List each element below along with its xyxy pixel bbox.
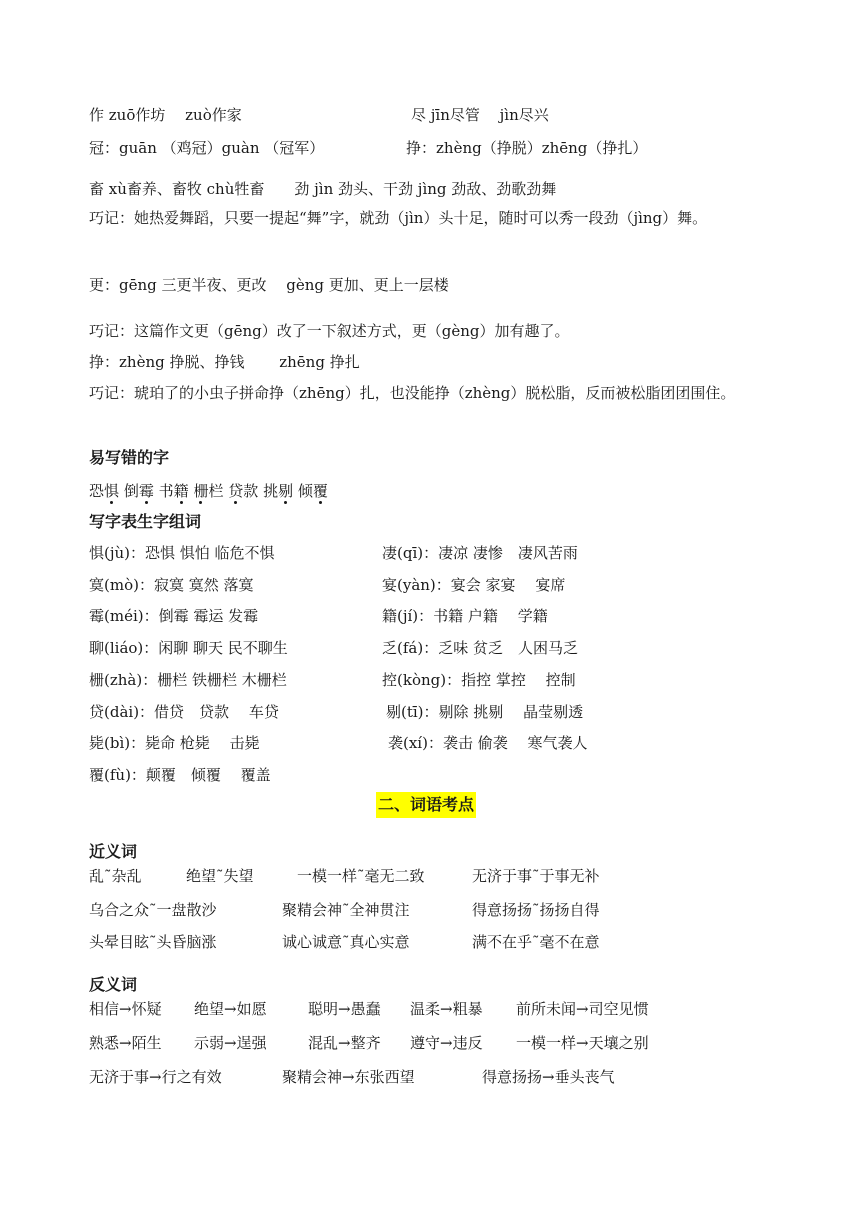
syn-2-2: 满不在乎˜毫不在意 xyxy=(472,933,600,951)
char-row-6b: 袭(xí)：袭击 偷袭 寒气袭人 xyxy=(388,734,588,752)
word-0: 恐惧 xyxy=(89,482,120,500)
polyphone-line-1b: 尽 jīn尽管 jìn尽兴 xyxy=(411,106,549,124)
syn-1-2: 得意扬扬˜扬扬自得 xyxy=(472,901,600,919)
ant-2-2: 得意扬扬→垂头丧气 xyxy=(482,1068,615,1086)
mnemonic-geng: 巧记：这篇作文更（gēng）改了一下叙述方式，更（gèng）加有趣了。 xyxy=(89,322,570,340)
error-prone-words xyxy=(89,481,328,501)
ant-0-3: 温柔→粗暴 xyxy=(410,1000,483,1018)
emphasis-char: 覆 xyxy=(312,482,328,500)
mnemonic-jin: 巧记：她热爱舞蹈，只要一提起“舞”字，就劲（jìn）头十足，随时可以秀一段劲（jìng）舞。 xyxy=(89,209,708,227)
syn-0-2: 一模一样˜毫无二致 xyxy=(297,867,425,885)
syn-0-0: 乱˜杂乱 xyxy=(89,867,142,885)
ant-1-1: 示弱→逞强 xyxy=(194,1034,267,1052)
char-row-5b: 剔(tī)：剔除 挑剔 晶莹剔透 xyxy=(386,703,584,721)
polyphone-line-3: 畜 xù畜养、畜牧 chù牲畜 劲 jìn 劲头、干劲 jìng 劲敌、劲歌劲舞 xyxy=(89,180,557,198)
char-row-4a: 栅(zhà)：栅栏 铁栅栏 木栅栏 xyxy=(89,671,287,689)
char-row-0a: 惧(jù)：恐惧 惧怕 临危不惧 xyxy=(89,544,275,562)
emphasis-char: 霉 xyxy=(138,482,154,500)
ant-2-0: 无济于事→行之有效 xyxy=(89,1068,222,1086)
emphasis-char: 籍 xyxy=(173,482,189,500)
syn-0-3: 无济于事˜于事无补 xyxy=(472,867,600,885)
word-2: 书籍 xyxy=(158,482,189,500)
emphasis-char: 惧 xyxy=(104,482,120,500)
ant-1-4: 一模一样→天壤之别 xyxy=(516,1034,649,1052)
ant-2-1: 聚精会神→东张西望 xyxy=(282,1068,415,1086)
word-6: 倾覆 xyxy=(297,482,328,500)
heading-error-prone: 易写错的字 xyxy=(89,448,170,467)
char-row-1b: 宴(yàn)：宴会 家宴 宴席 xyxy=(382,576,566,594)
char-row-1a: 寞(mò)：寂寞 寞然 落寞 xyxy=(89,576,254,594)
ant-0-0: 相信→怀疑 xyxy=(89,1000,162,1018)
word-1: 倒霉 xyxy=(123,482,154,500)
syn-1-0: 乌合之众˜一盘散沙 xyxy=(89,901,217,919)
polyphone-line-zheng: 挣：zhèng 挣脱、挣钱 zhēng 挣扎 xyxy=(89,353,360,371)
emphasis-char: 贷 xyxy=(228,482,244,500)
ant-1-0: 熟悉→陌生 xyxy=(89,1034,162,1052)
ant-1-2: 混乱→整齐 xyxy=(308,1034,381,1052)
char-row-0b: 凄(qī)：凄凉 凄惨 凄风苦雨 xyxy=(382,544,578,562)
heading-char-words: 写字表生字组词 xyxy=(89,512,202,531)
char-row-2a: 霉(méi)：倒霉 霉运 发霉 xyxy=(89,607,259,625)
ant-0-4: 前所未闻→司空见惯 xyxy=(516,1000,649,1018)
ant-1-3: 遵守→违反 xyxy=(410,1034,483,1052)
section-2-title: 二、词语考点 xyxy=(376,792,476,818)
char-row-2b: 籍(jí)：书籍 户籍 学籍 xyxy=(382,607,548,625)
word-5: 挑剔 xyxy=(263,482,294,500)
char-row-7a: 覆(fù)：颠覆 倾覆 覆盖 xyxy=(89,766,271,784)
ant-0-2: 聪明→愚蠢 xyxy=(308,1000,381,1018)
ant-0-1: 绝望→如愿 xyxy=(194,1000,267,1018)
heading-synonyms: 近义词 xyxy=(89,842,138,861)
polyphone-line-2a: 冠：guān （鸡冠）guàn （冠军） xyxy=(89,139,325,157)
syn-2-1: 诚心诚意˜真心实意 xyxy=(282,933,410,951)
heading-antonyms: 反义词 xyxy=(89,975,138,994)
char-row-4b: 控(kòng)：指控 掌控 控制 xyxy=(382,671,576,689)
emphasis-char: 剔 xyxy=(278,482,294,500)
syn-2-0: 头晕目眩˜头昏脑涨 xyxy=(89,933,217,951)
char-row-3a: 聊(liáo)：闲聊 聊天 民不聊生 xyxy=(89,639,288,657)
mnemonic-zheng: 巧记：琥珀了的小虫子拼命挣（zhēng）扎，也没能挣（zhèng）脱松脂，反而被松脂团团围住。 xyxy=(89,384,736,402)
word-4: 贷款 xyxy=(228,482,259,500)
word-3: 栅栏 xyxy=(193,482,224,500)
emphasis-char: 栅 xyxy=(193,482,209,500)
char-row-5a: 贷(dài)：借贷 贷款 车贷 xyxy=(89,703,279,721)
polyphone-line-2b: 挣：zhèng（挣脱）zhēng（挣扎） xyxy=(406,139,648,157)
syn-1-1: 聚精会神˜全神贯注 xyxy=(282,901,410,919)
polyphone-line-1a: 作 zuō作坊 zuò作家 xyxy=(89,106,242,124)
char-row-6a: 毙(bì)：毙命 枪毙 击毙 xyxy=(89,734,260,752)
syn-0-1: 绝望˜失望 xyxy=(186,867,254,885)
char-row-3b: 乏(fá)：乏味 贫乏 人困马乏 xyxy=(382,639,578,657)
polyphone-line-geng: 更：gēng 三更半夜、更改 gèng 更加、更上一层楼 xyxy=(89,276,449,294)
